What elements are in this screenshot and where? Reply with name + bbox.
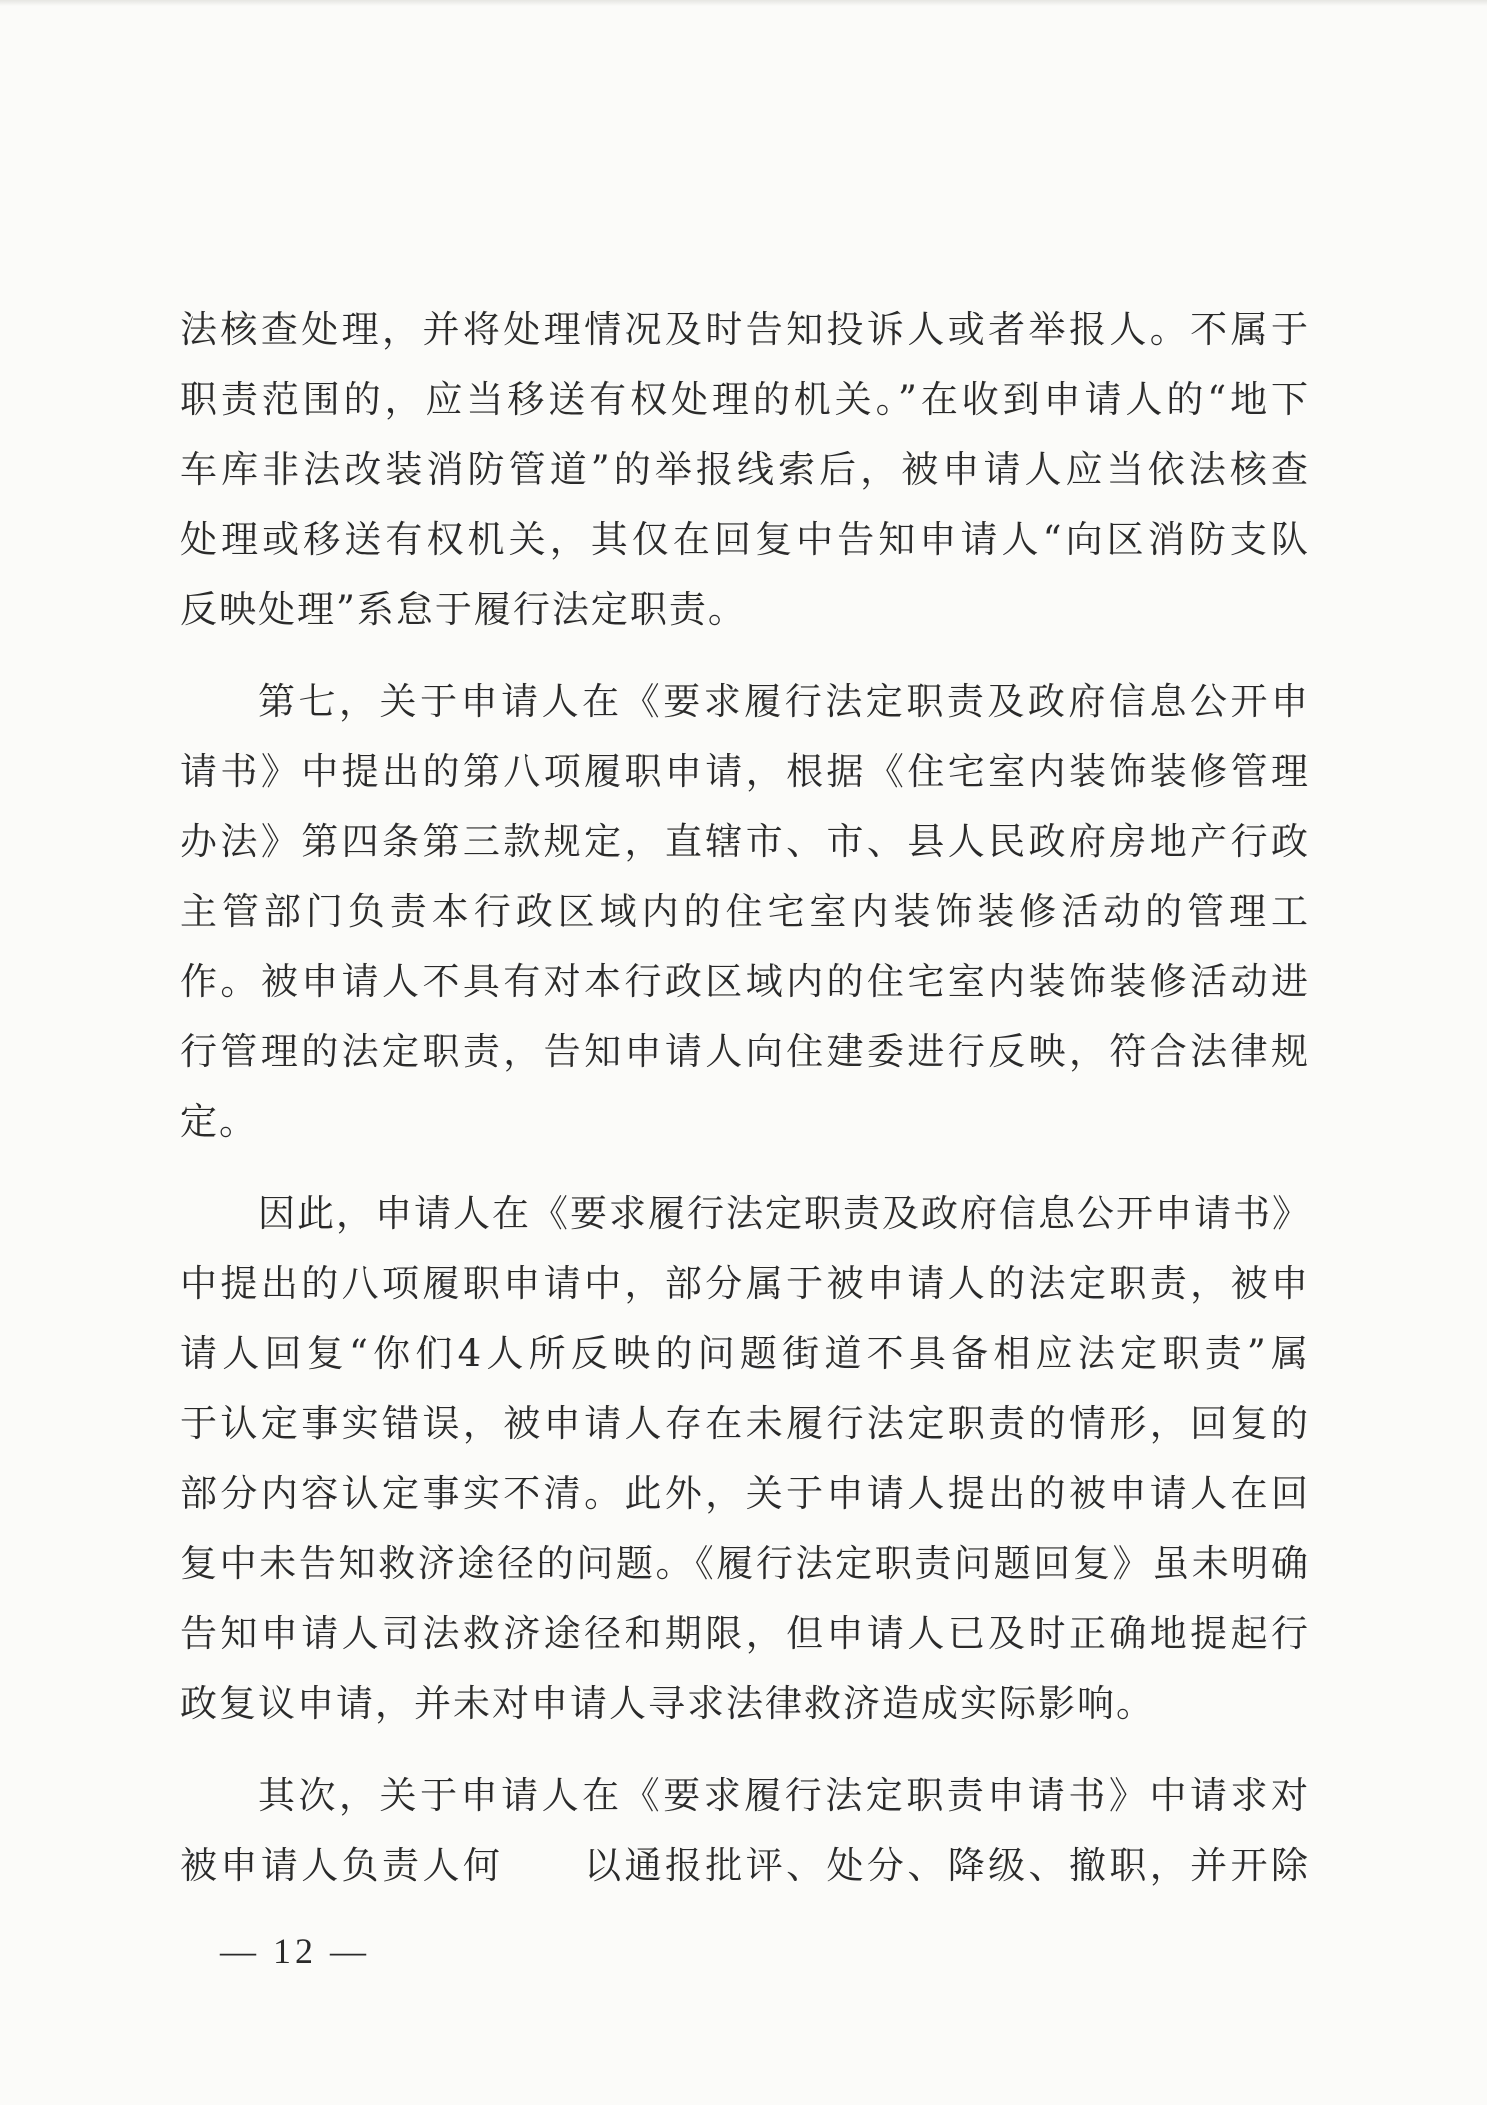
text-line: 第七，关于申请人在《要求履行法定职责及政府信息公开申 xyxy=(258,680,1310,723)
text-line: 被申请人负责人何 以通报批评、处分、降级、撤职，并开除 xyxy=(180,1844,1310,1887)
page-edge xyxy=(0,0,1487,6)
page-number: — 12 — xyxy=(220,1931,370,1971)
paragraph xyxy=(180,1761,1310,1901)
text-line: 车库非法改装消防管道”的举报线索后，被申请人应当依法核查 xyxy=(180,448,1310,491)
text-line: 请人回复“你们4人所反映的问题街道不具备相应法定职责”属 xyxy=(180,1332,1310,1375)
text-line: 法核查处理，并将处理情况及时告知投诉人或者举报人。不属于 xyxy=(180,308,1310,351)
text-line: 行管理的法定职责，告知申请人向住建委进行反映，符合法律规 xyxy=(180,1030,1310,1073)
text-line: 定。 xyxy=(180,1100,258,1143)
text-line: 其次，关于申请人在《要求履行法定职责申请书》中请求对 xyxy=(258,1774,1310,1817)
text-line: 政复议申请，并未对申请人寻求法律救济造成实际影响。 xyxy=(180,1682,1155,1725)
paragraph xyxy=(180,1179,1310,1739)
text-line: 部分内容认定事实不清。此外，关于申请人提出的被申请人在回 xyxy=(180,1472,1310,1515)
text-line: 职责范围的，应当移送有权处理的机关。”在收到申请人的“地下 xyxy=(180,378,1310,421)
text-line: 办法》第四条第三款规定，直辖市、市、县人民政府房地产行政 xyxy=(180,820,1310,863)
document-body xyxy=(180,295,1310,1901)
text-line: 主管部门负责本行政区域内的住宅室内装饰装修活动的管理工 xyxy=(180,890,1310,933)
text-line: 于认定事实错误，被申请人存在未履行法定职责的情形，回复的 xyxy=(180,1402,1310,1445)
text-line: 作。被申请人不具有对本行政区域内的住宅室内装饰装修活动进 xyxy=(180,960,1310,1003)
text-line: 告知申请人司法救济途径和期限，但申请人已及时正确地提起行 xyxy=(180,1612,1310,1655)
text-line: 中提出的八项履职申请中，部分属于被申请人的法定职责，被申 xyxy=(180,1262,1310,1305)
text-line: 请书》中提出的第八项履职申请，根据《住宅室内装饰装修管理 xyxy=(180,750,1310,793)
text-line: 复中未告知救济途径的问题。《履行法定职责问题回复》虽未明确 xyxy=(180,1542,1310,1585)
paragraph xyxy=(180,295,1310,645)
text-line: 反映处理”系怠于履行法定职责。 xyxy=(180,588,747,631)
text-line: 处理或移送有权机关，其仅在回复中告知申请人“向区消防支队 xyxy=(180,518,1310,561)
text-line: 因此，申请人在《要求履行法定职责及政府信息公开申请书》 xyxy=(258,1192,1311,1235)
paragraph xyxy=(180,667,1310,1157)
